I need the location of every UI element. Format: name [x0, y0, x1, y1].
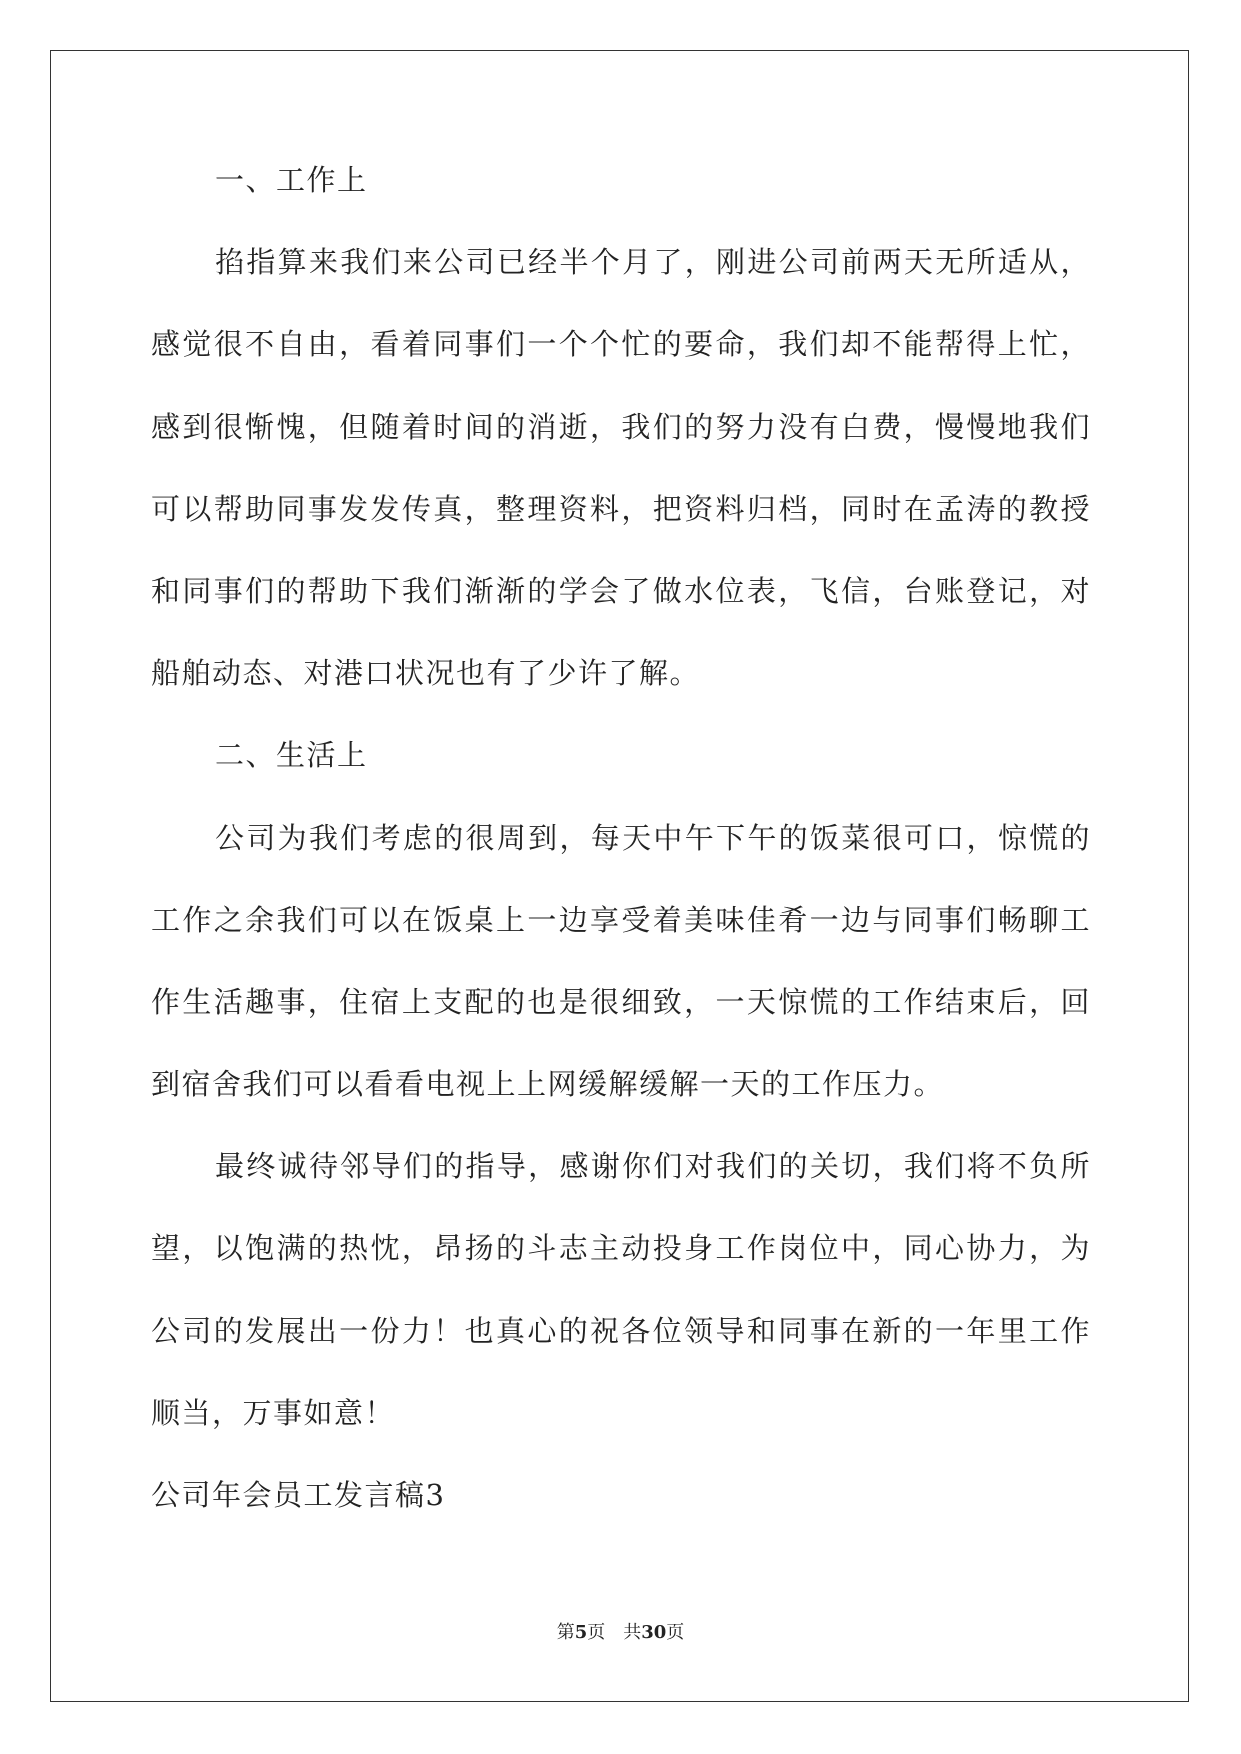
text-line: 工作之余我们可以在饭桌上一边享受着美味佳肴一边与同事们畅聊工	[151, 902, 1091, 937]
total-suffix: 页	[666, 1622, 685, 1643]
page-prefix: 第	[556, 1622, 575, 1643]
text-line: 作生活趣事，住宿上支配的也是很细致，一天惊慌的工作结束后，回	[151, 984, 1091, 1019]
text-line: 二、生活上	[215, 738, 368, 773]
page-number: 5	[574, 1622, 588, 1643]
text-line: 船舶动态、对港口状况也有了少许了解。	[151, 656, 701, 691]
page-footer	[0, 1621, 1241, 1645]
page-suffix: 页	[587, 1622, 606, 1643]
text-line: 感觉很不自由，看着同事们一个个忙的要命，我们却不能帮得上忙，	[151, 327, 1091, 362]
text-line: 和同事们的帮助下我们渐渐的学会了做水位表，飞信，台账登记，对	[151, 573, 1091, 608]
text-line: 最终诚待邻导们的指导，感谢你们对我们的关切，我们将不负所	[215, 1149, 1091, 1184]
text-line: 到宿舍我们可以看看电视上上网缓解缓解一天的工作压力。	[151, 1067, 945, 1102]
text-line: 公司的发展出一份力！也真心的祝各位领导和同事在新的一年里工作	[151, 1313, 1091, 1348]
total-pages: 30	[641, 1622, 667, 1643]
text-line: 顺当，万事如意！	[151, 1395, 396, 1430]
text-line: 公司年会员工发言稿3	[151, 1478, 446, 1512]
text-line: 一、工作上	[215, 163, 368, 197]
text-line: 掐指算来我们来公司已经半个月了，刚进公司前两天无所适从，	[215, 245, 1091, 280]
text-line: 可以帮助同事发发传真，整理资料，把资料归档，同时在孟涛的教授	[151, 491, 1091, 526]
text-line: 公司为我们考虑的很周到，每天中午下午的饭菜很可口，惊慌的	[215, 820, 1091, 855]
document-body	[151, 160, 1091, 1557]
text-line: 望，以饱满的热忱，昂扬的斗志主动投身工作岗位中，同心协力，为	[151, 1231, 1091, 1266]
text-line: 感到很惭愧，但随着时间的消逝，我们的努力没有白费，慢慢地我们	[151, 409, 1091, 444]
total-prefix: 共	[623, 1622, 642, 1643]
